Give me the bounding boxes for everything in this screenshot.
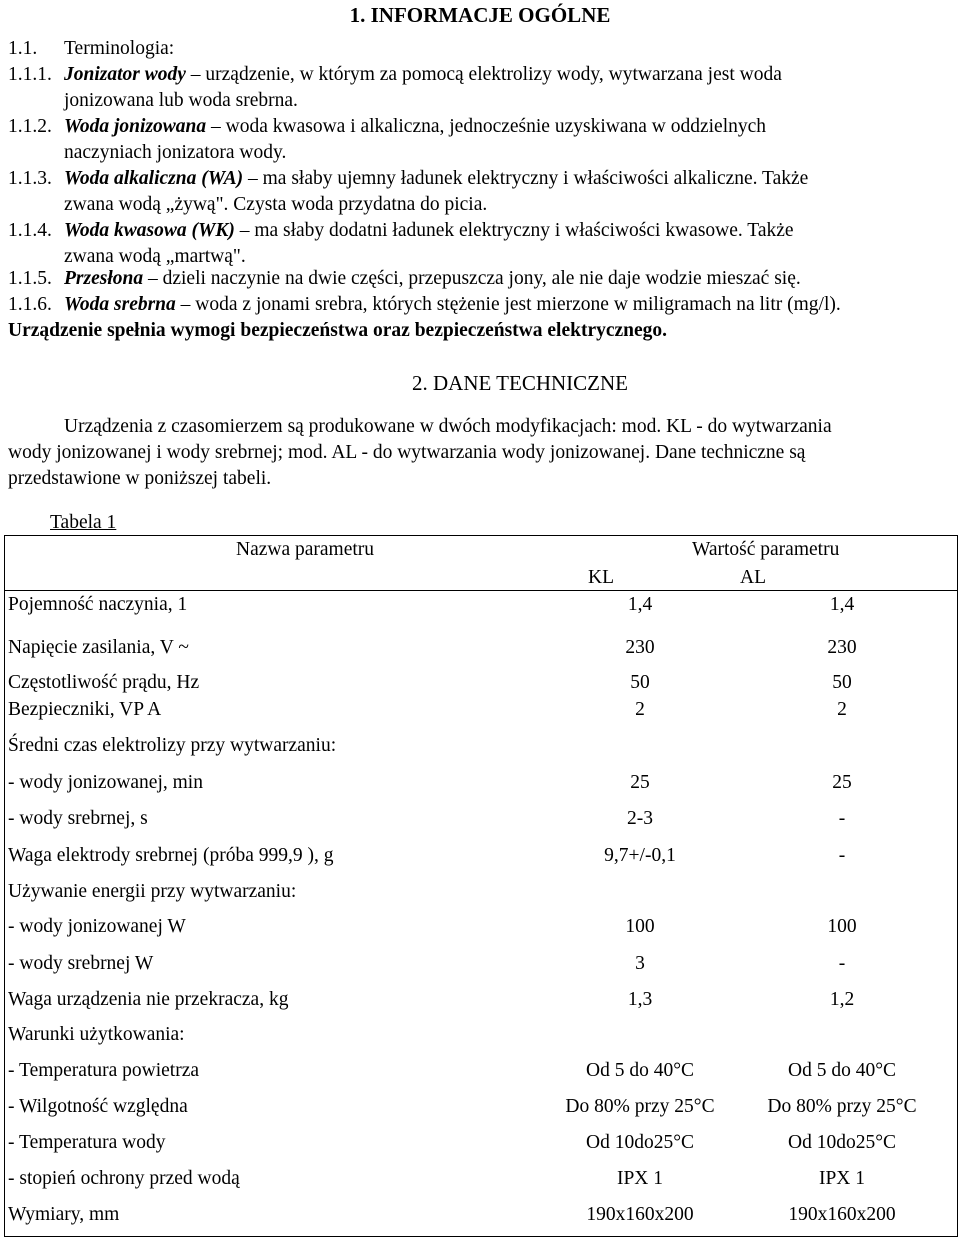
- term-number: 1.1.1.: [8, 64, 52, 85]
- term-name: Woda alkaliczna (WA): [64, 168, 244, 189]
- term-number: 1.1.5.: [8, 268, 52, 289]
- row-parameter-name: - stopień ochrony przed wodą: [8, 1168, 240, 1189]
- row-value-al: Od 5 do 40°C: [787, 1060, 896, 1081]
- row-parameter-name: - wody srebrnej, s: [8, 808, 148, 829]
- subsection-title: Terminologia:: [64, 38, 175, 59]
- section-1-title: 1. INFORMACJE OGÓLNE: [349, 3, 611, 27]
- term-item: [8, 62, 782, 88]
- term-name: Przesłona: [64, 268, 144, 289]
- table-header-border: [4, 590, 958, 591]
- row-value-al: Od 10do25°C: [787, 1132, 896, 1153]
- row-parameter-name: - wody jonizowanej, min: [8, 772, 203, 793]
- row-value-kl: 9,7+/-0,1: [604, 845, 676, 866]
- term-name: Jonizator wody: [64, 64, 186, 85]
- term-definition: – dzieli naczynie na dwie części, przepuszcza jony, ale nie daje wodzie mieszać się.: [143, 268, 801, 289]
- row-value-al: 25: [832, 772, 852, 793]
- row-value-kl: 100: [625, 916, 655, 937]
- row-value-al: 1,2: [829, 989, 855, 1010]
- row-parameter-name: Waga elektrody srebrnej (próba 999,9 ), g: [8, 845, 334, 866]
- subsection-number: 1.1.: [8, 38, 38, 59]
- intro-line-1: Urządzenia z czasomierzem są produkowane w dwóch modyfikacjach: mod. KL - do wytwarzania: [64, 416, 832, 437]
- header-parameter-name: Nazwa parametru: [236, 539, 375, 560]
- row-value-kl: 50: [630, 672, 650, 693]
- term-number: 1.1.6.: [8, 294, 52, 315]
- row-value-al: -: [838, 845, 846, 866]
- row-value-kl: 230: [625, 637, 655, 658]
- row-value-kl: 2: [635, 699, 645, 720]
- row-value-kl: Do 80% przy 25°C: [565, 1096, 715, 1117]
- table-left-border: [4, 535, 5, 1237]
- term-name: Woda kwasowa (WK): [64, 220, 235, 241]
- intro-line-3: przedstawione w poniższej tabeli.: [8, 468, 272, 489]
- row-value-kl: IPX 1: [616, 1168, 664, 1189]
- row-parameter-name: - Wilgotność względna: [8, 1096, 188, 1117]
- term-item: [8, 166, 808, 192]
- term-number: 1.1.2.: [8, 116, 52, 137]
- intro-line-2: wody jonizowanej i wody srebrnej; mod. AL - do wytwarzania wody jonizowanej. Dane techniczne są: [8, 442, 806, 463]
- row-parameter-name: Używanie energii przy wytwarzaniu:: [8, 881, 297, 902]
- row-value-al: 50: [832, 672, 852, 693]
- term-number: 1.1.3.: [8, 168, 52, 189]
- term-definition-continued: zwana wodą „żywą". Czysta woda przydatna do picia.: [64, 194, 488, 215]
- row-value-kl: 1,3: [627, 989, 653, 1010]
- row-value-al: -: [838, 808, 846, 829]
- row-value-al: IPX 1: [818, 1168, 866, 1189]
- term-item: [8, 218, 794, 244]
- subsection-heading: [8, 36, 174, 62]
- row-parameter-name: Wymiary, mm: [8, 1204, 120, 1225]
- term-item: [8, 292, 841, 318]
- header-col-al: AL: [740, 567, 766, 588]
- row-parameter-name: - wody srebrnej W: [8, 953, 154, 974]
- row-parameter-name: Pojemność naczynia, 1: [8, 594, 188, 615]
- term-item: [8, 114, 766, 140]
- term-definition: – woda z jonami srebra, których stężenie jest mierzone w miligramach na litr (mg/l).: [175, 294, 841, 315]
- row-parameter-name: Częstotliwość prądu, Hz: [8, 672, 200, 693]
- section-2-title: 2. DANE TECHNICZNE: [411, 371, 628, 395]
- row-value-al: -: [838, 953, 846, 974]
- term-definition: – woda kwasowa i alkaliczna, jednocześnie uzyskiwana w oddzielnych: [206, 116, 767, 137]
- term-definition: – urządzenie, w którym za pomocą elektrolizy wody, wytwarzana jest woda: [185, 64, 782, 85]
- header-col-kl: KL: [588, 567, 614, 588]
- row-value-al: 100: [827, 916, 857, 937]
- row-value-kl: 1,4: [627, 594, 653, 615]
- table-caption: Tabela 1: [50, 512, 117, 533]
- safety-statement: Urządzenie spełnia wymogi bezpieczeństwa oraz bezpieczeństwa elektrycznego.: [8, 320, 668, 341]
- row-value-kl: 25: [630, 772, 650, 793]
- term-definition-continued: naczyniach jonizatora wody.: [64, 142, 287, 163]
- row-value-al: 190x160x200: [788, 1204, 896, 1225]
- term-definition: – ma słaby dodatni ładunek elektryczny i właściwości kwasowe. Także: [234, 220, 794, 241]
- term-definition-continued: zwana wodą „martwą".: [64, 246, 246, 267]
- row-value-kl: Od 10do25°C: [585, 1132, 694, 1153]
- header-parameter-value: Wartość parametru: [692, 539, 840, 560]
- row-value-kl: Od 5 do 40°C: [585, 1060, 694, 1081]
- term-item: [8, 266, 801, 292]
- term-definition-continued: jonizowana lub woda srebrna.: [64, 90, 298, 111]
- row-value-al: Do 80% przy 25°C: [767, 1096, 917, 1117]
- row-value-kl: 3: [635, 953, 645, 974]
- row-parameter-name: Bezpieczniki, VP A: [8, 699, 162, 720]
- term-number: 1.1.4.: [8, 220, 52, 241]
- row-parameter-name: Napięcie zasilania, V ~: [8, 637, 189, 658]
- row-parameter-name: Waga urządzenia nie przekracza, kg: [8, 989, 289, 1010]
- row-parameter-name: Warunki użytkowania:: [8, 1024, 185, 1045]
- row-value-al: 1,4: [829, 594, 855, 615]
- row-parameter-name: - wody jonizowanej W: [8, 916, 186, 937]
- term-name: Woda jonizowana: [64, 116, 207, 137]
- row-parameter-name: - Temperatura wody: [8, 1132, 166, 1153]
- term-definition: – ma słaby ujemny ładunek elektryczny i właściwości alkaliczne. Także: [243, 168, 809, 189]
- row-value-al: 2: [837, 699, 847, 720]
- row-value-kl: 190x160x200: [586, 1204, 694, 1225]
- row-parameter-name: Średni czas elektrolizy przy wytwarzaniu:: [8, 735, 337, 756]
- row-value-al: 230: [827, 637, 857, 658]
- row-value-kl: 2-3: [627, 808, 653, 829]
- term-name: Woda srebrna: [64, 294, 176, 315]
- table-top-border: [4, 535, 958, 536]
- table-bottom-border: [4, 1236, 958, 1237]
- row-parameter-name: - Temperatura powietrza: [8, 1060, 200, 1081]
